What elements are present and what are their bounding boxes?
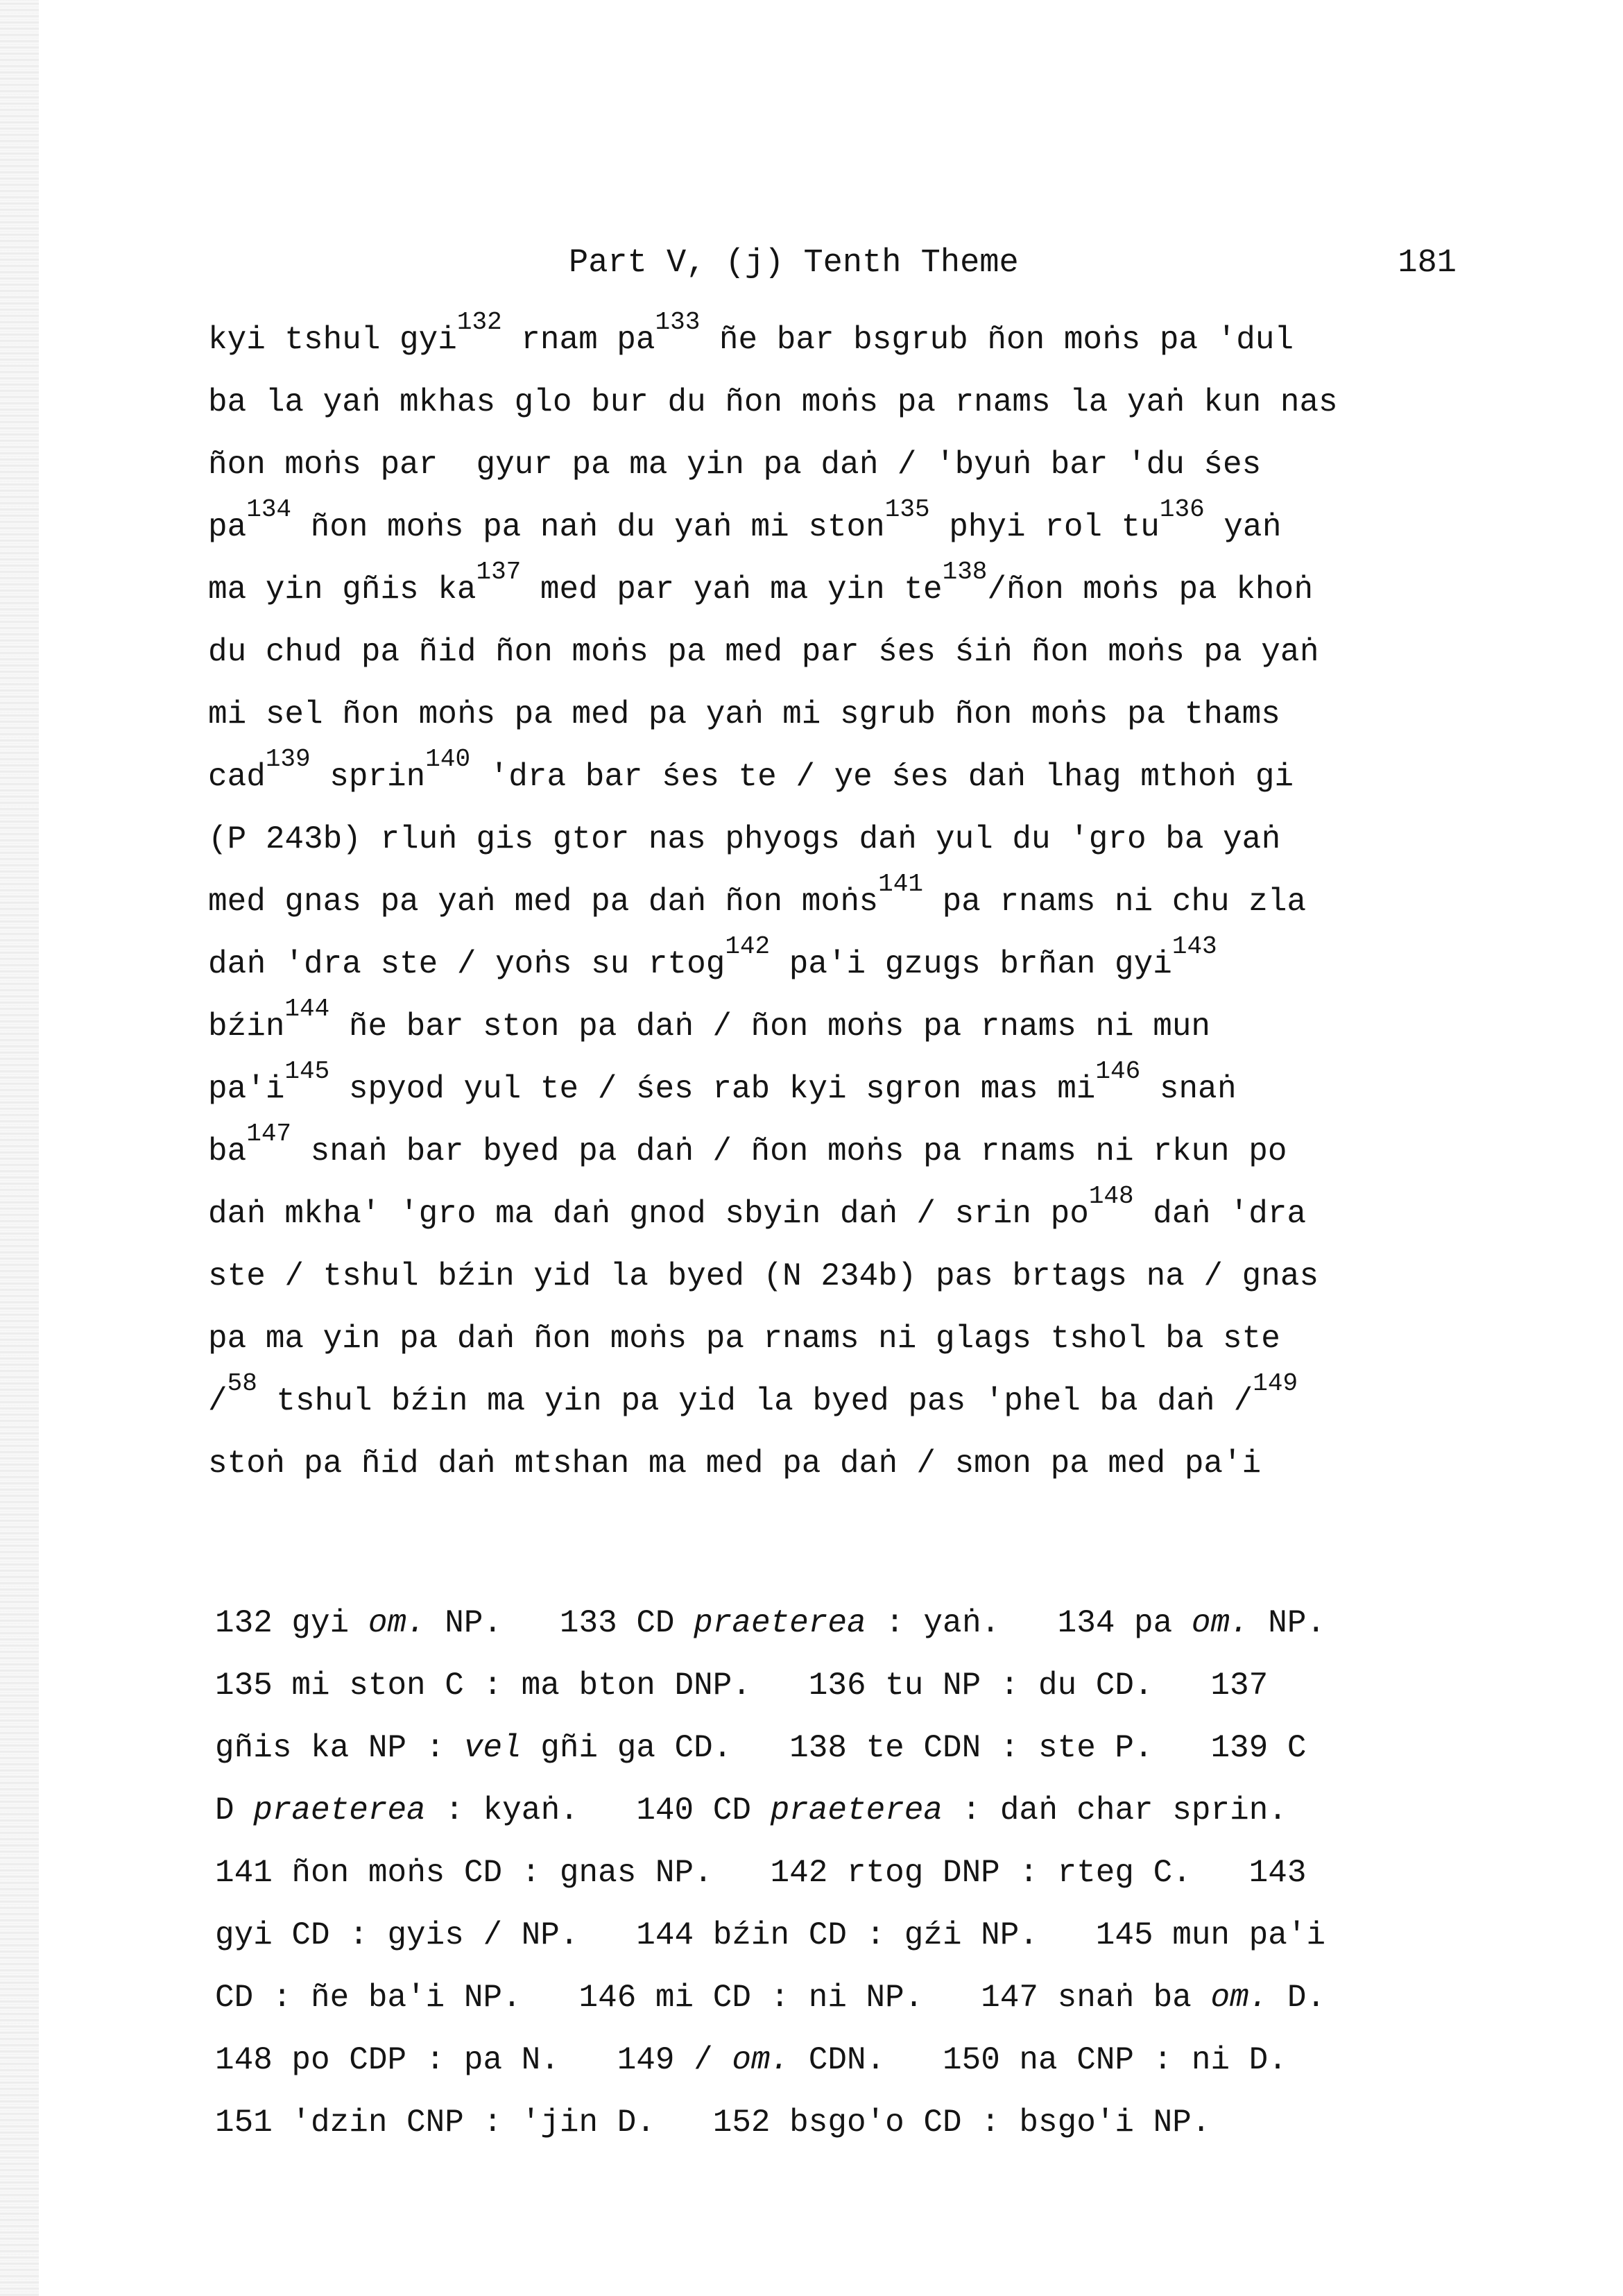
text-segment: D [215,1792,254,1828]
note-line [215,1654,1463,1717]
text-segment: spyod yul te / śes rab kyi sgron mas mi [329,1071,1096,1107]
italic-text: om. [368,1605,426,1641]
footnote-marker: 136 [1159,495,1205,524]
text-segment: yaṅ [1204,509,1282,545]
body-line [208,621,1470,683]
italic-text: vel [463,1730,522,1766]
note-line [215,1904,1463,1967]
text-segment: (P 243b) rluṅ gis gtor nas phyogs daṅ yul du 'gro ba yaṅ [208,821,1280,857]
text-segment: /ñon moṅs pa khoṅ [987,572,1313,608]
footnote-marker: 144 [284,995,330,1023]
text-segment: bźin [208,1009,285,1045]
text-segment: CD : ñe ba'i NP. 146 mi CD : ni NP. 147 snaṅ ba [215,1980,1211,2016]
body-line [208,808,1470,871]
footnote-marker: 143 [1171,932,1217,961]
text-segment: ba la yaṅ mkhas glo bur du ñon moṅs pa rnams la yaṅ kun nas [208,384,1338,420]
note-line [215,2091,1463,2154]
footnote-marker: 146 [1095,1057,1141,1086]
text-segment: ba [208,1133,247,1170]
text-segment: mi sel ñon moṅs pa med pa yaṅ mi sgrub ñon moṅs pa thams [208,696,1280,733]
note-line [215,1842,1463,1904]
body-line [208,1370,1470,1432]
text-segment: pa rnams ni chu zla [922,884,1307,920]
text-segment: : kyaṅ. 140 CD [425,1792,771,1828]
text-segment: daṅ 'dra ste / yoṅs su rtog [208,946,725,982]
italic-text: om. [1191,1605,1249,1641]
text-segment: 'dra bar śes te / ye śes daṅ lhag mthoṅ gi [470,759,1294,795]
body-line [208,434,1470,496]
body-line [208,1058,1470,1120]
note-line [215,1717,1463,1779]
footnote-marker: 147 [246,1120,292,1148]
text-segment: snaṅ [1140,1071,1237,1107]
note-line [215,1779,1463,1842]
text-segment: gñi ga CD. 138 te CDN : ste P. 139 C [521,1730,1307,1766]
footnote-marker: 134 [246,495,292,524]
text-segment: pa ma yin pa daṅ ñon moṅs pa rnams ni glags tshol ba ste [208,1321,1280,1357]
footnote-marker: 141 [878,870,923,898]
body-line [208,1308,1470,1370]
footnotes [215,1592,1463,2154]
footnote-marker: 140 [425,745,471,773]
body-line [208,1183,1470,1245]
footnote-marker: 148 [1088,1182,1134,1210]
text-segment: snaṅ bar byed pa daṅ / ñon moṅs pa rnams ni rkun po [291,1133,1287,1170]
text-segment: / [208,1383,227,1419]
text-segment: 132 gyi [215,1605,368,1641]
italic-text: om. [732,2042,790,2078]
text-segment: sprin [310,759,426,795]
text-segment: stoṅ pa ñid daṅ mtshan ma med pa daṅ / smon pa med pa'i [208,1446,1262,1482]
text-segment: tshul bźin ma yin pa yid la byed pas 'phel ba daṅ / [257,1383,1253,1419]
text-segment: CDN. 150 na CNP : ni D. [789,2042,1287,2078]
text-segment: pa [208,509,247,545]
note-line [215,2029,1463,2091]
body-line [208,1245,1470,1308]
text-segment: D. [1268,1980,1326,2016]
text-segment: ñon moṅs pa naṅ du yaṅ mi ston [291,509,885,545]
italic-text: praeterea [253,1792,426,1828]
page-number: 181 [1398,245,1457,282]
body-line [208,933,1470,995]
body-line [208,371,1470,434]
footnote-marker: 145 [284,1057,330,1086]
footnote-marker: 132 [456,308,502,336]
text-segment: daṅ mkha' 'gro ma daṅ gnod sbyin daṅ / srin po [208,1196,1089,1232]
text-segment: pa'i [208,1071,285,1107]
text-segment: rnam pa [501,322,655,358]
footnote-marker: 133 [655,308,701,336]
running-title: Part V, (j) Tenth Theme [569,245,1019,282]
body-line [208,309,1470,371]
text-segment: kyi tshul gyi [208,322,457,358]
text-segment: pa'i gzugs brñan gyi [770,946,1172,982]
text-segment: 148 po CDP : pa N. 149 / [215,2042,732,2078]
text-segment: 151 'dzin CNP : 'jin D. 152 bsgo'o CD : bsgo'i NP. [215,2105,1211,2141]
text-segment: 135 mi ston C : ma bton DNP. 136 tu NP : du CD. 137 [215,1668,1269,1704]
footnote-marker: 139 [265,745,311,773]
text-segment: ñe bar bsgrub ñon moṅs pa 'dul [700,322,1294,358]
text-segment: gñis ka NP : [215,1730,464,1766]
body-line [208,558,1470,621]
text-segment: ñon moṅs par gyur pa ma yin pa daṅ / 'byuṅ bar 'du śes [208,447,1262,483]
text-segment: phyi rol tu [929,509,1160,545]
note-line [215,1967,1463,2029]
italic-text: praeterea [694,1605,866,1641]
tibetan-text-body [208,309,1470,1495]
text-segment: daṅ 'dra [1133,1196,1307,1232]
text-segment: ñe bar ston pa daṅ / ñon moṅs pa rnams ni mun [329,1009,1211,1045]
text-segment: : yaṅ. 134 pa [866,1605,1192,1641]
body-line [208,496,1470,558]
page-header [569,243,1457,284]
body-line [208,1432,1470,1495]
footnote-marker: 137 [476,558,522,586]
text-segment: gyi CD : gyis / NP. 144 bźin CD : gźi NP. 145 mun pa'i [215,1917,1326,1953]
text-segment: med gnas pa yaṅ med pa daṅ ñon moṅs [208,884,879,920]
text-segment: med par yaṅ ma yin te [521,572,943,608]
body-line [208,1120,1470,1183]
text-segment: ma yin gñis ka [208,572,476,608]
text-segment: ste / tshul bźin yid la byed (N 234b) pas brtags na / gnas [208,1258,1319,1294]
footnote-marker: 138 [942,558,988,586]
footnote-marker: 58 [227,1369,257,1398]
body-line [208,683,1470,746]
text-segment: NP. 133 CD [425,1605,694,1641]
body-line [208,746,1470,808]
text-segment: NP. [1248,1605,1326,1641]
body-line [208,995,1470,1058]
text-segment: 141 ñon moṅs CD : gnas NP. 142 rtog DNP : rteg C. 143 [215,1855,1307,1891]
footnote-marker: 135 [884,495,930,524]
italic-text: praeterea [770,1792,943,1828]
footnote-marker: 149 [1253,1369,1298,1398]
italic-text: om. [1210,1980,1269,2016]
body-line [208,871,1470,933]
text-segment: cad [208,759,266,795]
text-segment: : daṅ char sprin. [943,1792,1287,1828]
text-segment: du chud pa ñid ñon moṅs pa med par śes śiṅ ñon moṅs pa yaṅ [208,634,1319,670]
note-line [215,1592,1463,1654]
footnote-marker: 142 [725,932,771,961]
scan-edge [0,0,39,2296]
